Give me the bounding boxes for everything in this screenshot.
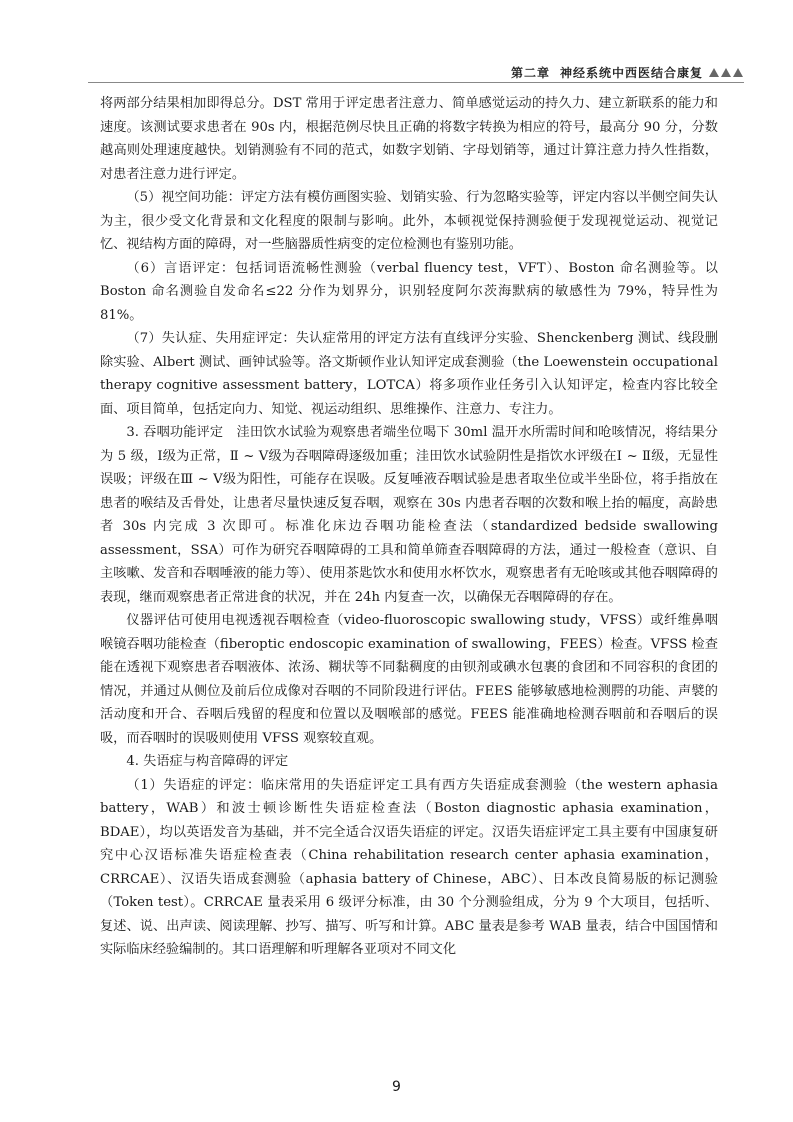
- paragraph: （5）视空间功能：评定方法有模仿画图实验、划销实验、行为忽略实验等，评定内容以半侧空间失认为主，很少受文化背景和文化程度的限制与影响。此外，本顿视觉保持测验便于发现视觉运动、视觉记忆、视结构方面的障碍，对一些脑器质性病变的定位检测也有鉴别功能。: [100, 190, 718, 252]
- paragraph: 仪器评估可使用电视透视吞咽检查（video-fluoroscopic swallowing study，VFSS）或纤维鼻咽喉镜吞咽功能检查（fiberoptic endoscopic examination of swallowing，FEES）检查。VFSS 检查能在透视下观察患者吞咽液体、浓汤、糊状等不同黏稠度的由钡剂或碘水包裹的食团和不同容积的食团的情况，并通过从侧位及前后位成像对吞咽的不同阶段进行评估。FEES 能够敏感地检测腭的功能、声襞的活动度和开合、吞咽后残留的程度和位置以及咽喉部的感觉。FEES 能准确地检测吞咽前和吞咽后的误吸，而吞咽时的误吸则使用 VFSS 观察较直观。: [100, 613, 718, 746]
- header-divider: [88, 82, 744, 83]
- paragraph: 将两部分结果相加即得总分。DST 常用于评定患者注意力、简单感觉运动的持久力、建立新联系的能力和速度。该测试要求患者在 90s 内，根据范例尽快且正确的将数字转换为相应的符号，最高分 90 分，分数越高则处理速度越快。划销测验有不同的范式，如数字划销、字母划销等，通过计算注意力持久性指数，对患者注意力进行评定。: [100, 96, 718, 182]
- triangle-icon: [709, 68, 719, 77]
- running-header: [0, 62, 793, 84]
- header-title: 神经系统中西医结合康复: [559, 66, 703, 80]
- paragraph: （7）失认症、失用症评定：失认症常用的评定方法有直线评分实验、Shenckenberg 测试、线段删除实验、Albert 测试、画钟试验等。洛文斯顿作业认知评定成套测验（the Loewenstein occupational therapy cognitive assessment battery，LOTCA）将多项作业任务引入认知评定，检查内容比较全面、项目简单，包括定向力、知觉、视运动组织、思维操作、注意力、专注力。: [100, 331, 719, 417]
- header-text: [511, 64, 703, 81]
- paragraph: （1）失语症的评定：临床常用的失语症评定工具有西方失语症成套测验（the western aphasia battery，WAB）和波士顿诊断性失语症检查法（Boston diagnostic aphasia examination，BDAE），均以英语发音为基础，并不完全适合汉语失语症的评定。汉语失语症评定工具主要有中国康复研究中心汉语标准失语症检查表（China rehabilitation research center aphasia examination，CRRCAE）、汉语失语成套测验（aphasia battery of Chinese，ABC）、日本改良简易版的标记测验（Token test）。CRRCAE 量表采用 6 级评分标准，由 30 个分测验组成，分为 9 个大项目，包括听、复述、说、出声读、阅读理解、抄写、描写、听写和计算。ABC 量表是参考 WAB 量表，结合中国国情和实际临床经验编制的。其口语理解和听理解各亚项对不同文化: [100, 777, 718, 957]
- body-text: [100, 92, 718, 962]
- paragraph: 3. 吞咽功能评定 洼田饮水试验为观察患者端坐位喝下 30ml 温开水所需时间和呛咳情况，将结果分为 5 级，Ⅰ级为正常，Ⅱ ~ Ⅴ级为吞咽障碍逐级加重；洼田饮水试验阴性是指饮水评级在Ⅰ ~ Ⅱ级，无显性误吸；评级在Ⅲ ~ Ⅴ级为阳性，可能存在误吸。反复唾液吞咽试验是患者取坐位或半坐卧位，将手指放在患者的喉结及舌骨处，让患者尽量快速反复吞咽，观察在 30s 内患者吞咽的次数和喉上抬的幅度，高龄患者 30s 内完成 3 次即可。标准化床边吞咽功能检查法（standardized bedside swallowing assessment，SSA）可作为研究吞咽障碍的工具和简单筛查吞咽障碍的方法，通过一般检查（意识、自主咳嗽、发音和吞咽唾液的能力等）、使用茶匙饮水和使用水杯饮水，观察患者有无呛咳或其他吞咽障碍的表现，继而观察患者正常进食的状况，并在 24h 内复查一次，以确保无吞咽障碍的存在。: [100, 425, 718, 605]
- page-number: 9: [392, 1079, 401, 1095]
- paragraph: （6）言语评定：包括词语流畅性测验（verbal fluency test，VFT）、Boston 命名测验等。以 Boston 命名测验自发命名≤22 分作为划界分，识别轻度阿尔茨海默病的敏感性为 79%，特异性为 81%。: [100, 260, 718, 323]
- triangle-icon: [721, 68, 731, 77]
- triangle-icon: [733, 68, 743, 77]
- section-heading: 4. 失语症与构音障碍的评定: [126, 754, 289, 769]
- header-chapter: 第二章: [510, 66, 550, 80]
